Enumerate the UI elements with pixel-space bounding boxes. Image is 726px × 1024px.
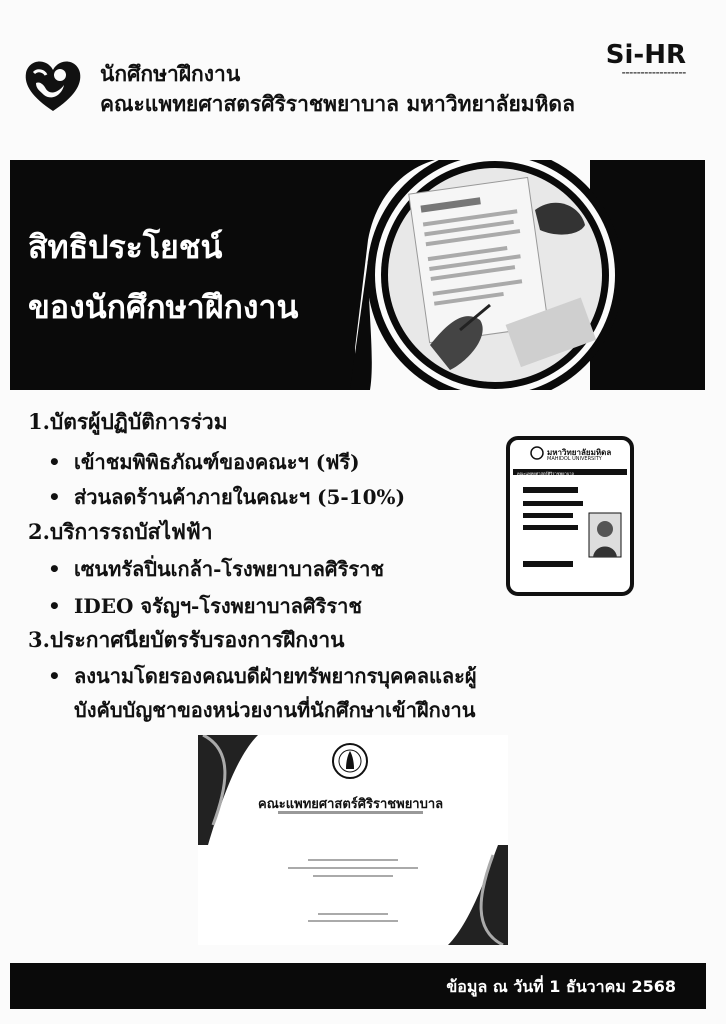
list-item [48,481,405,513]
banner-title-line1: สิทธิประโยชน์ [28,228,223,266]
list-item-text: เข้าชมพิพิธภัณฑ์ของคณะฯ (ฟรี) [74,450,360,474]
certificate-frame [198,735,508,945]
brand-name: Si-HR [605,40,686,70]
footer-bar [10,963,706,1009]
id-card-faculty: คณะแพทยศาสตร์ศิริราชพยาบาล [517,471,574,476]
bullet-icon: • [48,557,61,581]
si-hr-logo [606,40,686,75]
footer-date: ข้อมูล ณ วันที่ 1 ธันวาคม 2568 [446,977,676,996]
certificate-faculty: คณะแพทยศาสตร์ศิริราชพยาบาล [258,797,444,812]
list-item-continuation: บังคับบัญชาของหน่วยงานที่นักศึกษาเข้าฝึกงาน [74,698,476,722]
banner [10,160,705,390]
list-item [48,590,362,622]
bullet-icon: • [48,485,61,509]
benefit-heading-1: 1.บัตรผู้ปฏิบัติการร่วม [28,409,228,434]
list-item-text: เซนทรัลปิ่นเกล้า-โรงพยาบาลศิริราช [74,557,384,581]
header-title: นักศึกษาฝึกงาน [100,62,241,86]
id-card-org-en: MAHIDOL UNIVERSITY [547,456,602,462]
list-item [48,446,360,478]
benefit-heading-2: 2.บริการรถบัสไฟฟ้า [28,519,213,544]
list-item [48,660,477,692]
benefit-heading-3: 3.ประกาศนียบัตรรับรองการฝึกงาน [28,627,345,652]
certificate-illustration [198,735,508,945]
bullet-icon: • [48,594,61,618]
list-item [48,553,384,585]
bullet-icon: • [48,664,61,688]
banner-title-line2: ของนักศึกษาฝึกงาน [28,288,299,326]
header-subtitle: คณะแพทยศาสตรศิริราชพยาบาล มหาวิทยาลัยมหิดล [100,92,575,116]
brand-tagline-graphic: ▬▬▬▬▬▬▬▬▬▬▬▬▬▬▬▬▬ [621,70,686,75]
id-card-illustration [505,435,635,597]
list-item-text: ส่วนลดร้านค้าภายในคณะฯ (5-10%) [74,485,406,509]
heart-logo-icon [22,55,84,117]
id-card-org-th: มหาวิทยาลัยมหิดล [547,448,612,457]
list-item-text: IDEO จรัญฯ-โรงพยาบาลศิริราช [74,594,362,618]
bullet-icon: • [48,450,61,474]
list-item-text: ลงนามโดยรองคณบดีฝ่ายทรัพยากรบุคคลและผู้ [74,664,477,688]
